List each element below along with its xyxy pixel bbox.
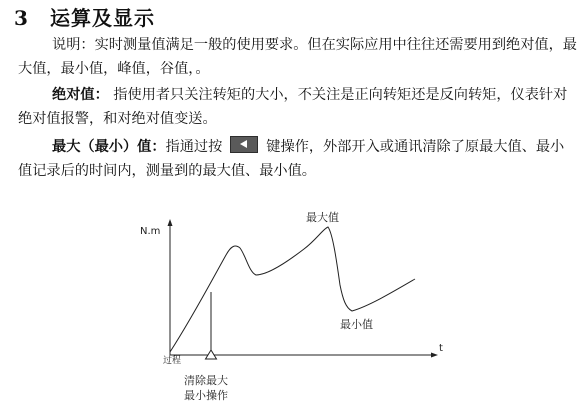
clear-label-line1: 清除最大 xyxy=(184,374,228,387)
x-axis-arrow xyxy=(431,353,438,358)
absolute-value-term: 绝对值 xyxy=(52,87,95,103)
max-min-text-before-key: 指通过按 xyxy=(165,139,223,155)
absolute-value-text: 指使用者只关注转矩的大小，不关注是正向转矩还是反向转矩，仪表针对绝对值报警，和对绝对值变送。 xyxy=(18,87,568,127)
y-axis-label: N.m xyxy=(140,226,161,237)
max-min-term: 最大（最小）值 xyxy=(52,139,152,155)
torque-curve xyxy=(170,227,415,352)
max-min-text-after-key: 键操作，外部开入或通讯清除了原最大值、最小值记录后的时间内，测量到的最大值、最小值。 xyxy=(18,139,565,179)
y-axis-arrow xyxy=(168,219,173,226)
min-value-label: 最小值 xyxy=(340,318,373,331)
absolute-value-colon: ： xyxy=(94,87,109,103)
max-min-colon: ： xyxy=(151,139,166,155)
clear-label-line2: 最小操作 xyxy=(184,389,228,402)
section-title: 运算及显示 xyxy=(50,6,155,30)
max-value-label: 最大值 xyxy=(306,211,339,224)
origin-label: 过程 xyxy=(163,356,182,366)
section-number: 3 xyxy=(14,6,29,30)
description-text: 说明：实时测量值满足一般的使用要求。但在实际应用中往往还需要用到绝对值，最大值，最小值，峰值，谷值，。 xyxy=(18,37,577,77)
x-axis-label: t xyxy=(439,343,443,354)
